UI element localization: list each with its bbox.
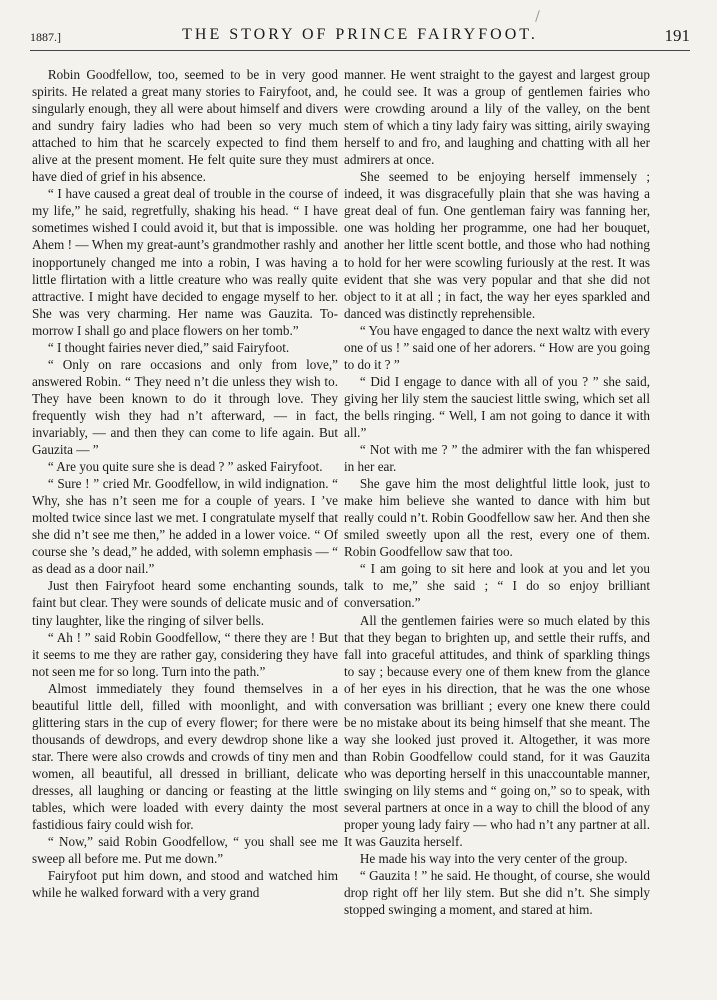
paragraph: “ Only on rare occasions and only from love,” answered Robin. “ They need n’t die unless they wish to. They have been known to do it through love. They frequently wish they had n’t afterward, — in fact, invariably, — and then they can come to life again. But Gauzita — ” (32, 356, 338, 458)
paragraph: She seemed to be enjoying herself immensely ; indeed, it was disgracefully plain that she was having a great deal of fun. One gentleman fairy was fanning her, one was holding her programme, one had her bouquet, another her little scent bottle, and those who had nothing to hold for her were scowling furiously at the rest. It was evident that she was very popular and that she did not object to it at all ; in fact, the way her eyes sparkled and danced was distinctly reprehensible. (344, 169, 650, 321)
paragraph: “ Did I engage to dance with all of you ? ” she said, giving her lily stem the sauciest little swing, which set all the bells ringing. “ Well, I am not going to dance it with all.” (344, 373, 650, 440)
paragraph: “ Not with me ? ” the admirer with the fan whispered in her ear. (344, 442, 650, 475)
paragraph: Almost immediately they found themselves in a beautiful little dell, filled with moonlight, and with glittering stars in the cup of every flower; for there were thousands of dewdrops, and every dewdrop shone like a star. There were also crowds and crowds of tiny men and women, all beautiful, all dressed in brilliant, delicate dresses, all laughing or dancing or feasting at the little tables, which were loaded with every dainty the most fastidious fairy could wish for. (32, 680, 338, 833)
paragraph: “ Gauzita ! ” he said. He thought, of course, she would drop right off her lily stem. But she did n’t. She simply stopped swinging a moment, and stared at him. (344, 868, 650, 918)
paragraph: Fairyfoot put him down, and stood and watched him while he walked forward with a very grand (32, 868, 338, 901)
paragraph: “ You have engaged to dance the next waltz with every one of us ! ” said one of her adorers. “ How are you going to do it ? ” (344, 322, 650, 372)
paragraph: Robin Goodfellow, too, seemed to be in very good spirits. He related a great many stories to Fairyfoot, and, singularly enough, they all were about himself and divers and sundry fairy ladies who had been so very much attached to him that he scarcely expected to find them alive at the present moment. He felt quite sure they must have died of grief in his absence. (32, 67, 338, 185)
paragraph: “ Ah ! ” said Robin Goodfellow, “ there they are ! But it seems to me they are rather gay, considering they have not seen me for so long. Turn into the path.” (32, 629, 338, 679)
paragraph: “ Sure ! ” cried Mr. Goodfellow, in wild indignation. “ Why, she has n’t seen me for a couple of years. I ’ve molted twice since last we met. I congratulate myself that she did n’t see me then,” he added in a lower voice. “ Of course she ’s dead,” he added, with solemn emphasis — “ as dead as a door nail.” (32, 476, 338, 577)
paragraph: “ I thought fairies never died,” said Fairyfoot. (47, 339, 290, 355)
header-year: 1887.] (30, 30, 61, 44)
paragraph: “ I have caused a great deal of trouble in the course of my life,” he said, regretfully, shaking his head. “ I have sometimes wished I could avoid it, but that is impossible. Ahem ! — When my great-aunt’s grandmother rashly and inopportunely changed me into a robin, I was having a little flirtation with a little creature who was really quite attractive. I might have decided to engage myself to her. She was very charming. Her name was Gauzita. To-morrow I shall go and place flowers on her tomb.” (32, 186, 338, 338)
paragraph: “ I am going to sit here and look at you and let you talk to me,” she said ; “ I do so enjoy brilliant conversation.” (344, 561, 650, 611)
header-rule (30, 50, 690, 51)
paragraph-continued: manner. He went straight to the gayest and largest group he could see. It was a group of gentlemen fairies who were crowding around a lily of the valley, on the bent stem of which a tiny lady fairy was sitting, airily swaying herself to and fro, and laughing and chatting with all her admirers at once. (344, 67, 650, 168)
paragraph: “ Are you quite sure she is dead ? ” asked Fairyfoot. (47, 459, 323, 475)
page-number: 191 (664, 26, 690, 45)
right-column (344, 66, 650, 918)
paragraph: All the gentlemen fairies were so much elated by this that they began to brighten up, and settle their ruffs, and fall into graceful attitudes, and think of sparkling things to say ; because every one of them knew from the glance of her eyes in his direction, that he was the one whose conversation was brilliant ; every one knew there could be no mistake about its being himself that she meant. The way she looked just proved it. Altogether, it was more than Robin Goodfellow could stand, for it was Gauzita who was deporting herself in this unaccountable manner, swinging on lily stems and “ going on,” so to speak, with several partners at once in a way to chill the blood of any proper young lady fairy — who had n’t any partner at all. It was Gauzita herself. (344, 612, 650, 850)
paragraph: She gave him the most delightful little look, just to make him believe she wanted to dance with him but really could n’t. Robin Goodfellow saw her. And then she smiled sweetly upon all the rest, every one of them. Robin Goodfellow saw that too. (344, 476, 650, 560)
paragraph: Just then Fairyfoot heard some enchanting sounds, faint but clear. They were sounds of delicate music and of tiny laughter, like the ringing of silver bells. (32, 578, 338, 628)
header-title: THE STORY OF PRINCE FAIRYFOOT. (182, 26, 538, 43)
paragraph: He made his way into the very center of the group. (359, 851, 628, 867)
paragraph: “ Now,” said Robin Goodfellow, “ you shall see me sweep all before me. Put me down.” (32, 834, 338, 867)
left-column (32, 66, 338, 901)
stray-pencil-mark (535, 10, 540, 22)
running-header (30, 26, 690, 50)
